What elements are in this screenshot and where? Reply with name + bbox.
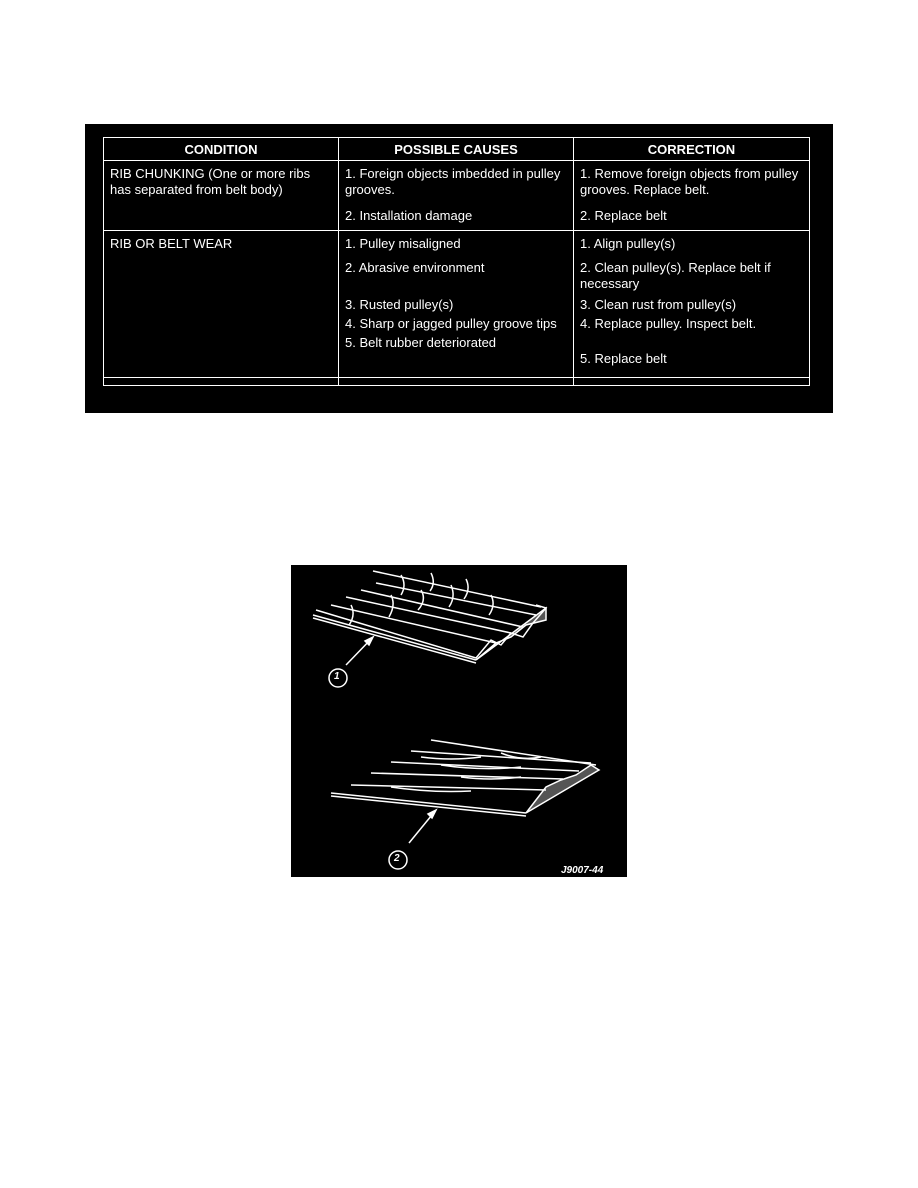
cause-item: 1. Pulley misaligned [345, 236, 461, 251]
corrections-cell [574, 161, 810, 231]
callout-1: 1 [334, 671, 340, 682]
condition-text: RIB CHUNKING (One or more ribs has separated from belt body) [110, 166, 311, 197]
table-row [104, 161, 810, 231]
table-row [104, 231, 810, 378]
correction-item: 4. Replace pulley. Inspect belt. [580, 316, 757, 331]
header-possible-causes: POSSIBLE CAUSES [339, 138, 574, 161]
callout-2: 2 [394, 853, 400, 864]
cause-item: 2. Abrasive environment [345, 260, 485, 275]
cause-item: 3. Rusted pulley(s) [345, 297, 454, 312]
condition-cell [104, 161, 339, 231]
correction-item: 2. Clean pulley(s). Replace belt if necessary [580, 260, 771, 291]
belt-rib-wear [331, 740, 599, 869]
correction-item: 3. Clean rust from pulley(s) [580, 297, 737, 312]
correction-item: 2. Replace belt [580, 208, 667, 223]
cause-item: 4. Sharp or jagged pulley groove tips [345, 316, 557, 331]
correction-item: 1. Remove foreign objects from pulley grooves. Replace belt. [580, 166, 799, 197]
causes-cell [339, 161, 574, 231]
correction-item: 1. Align pulley(s) [580, 236, 676, 251]
table-header-row [104, 138, 810, 161]
empty-cell [104, 378, 339, 386]
figure-id-label: J9007-44 [561, 865, 604, 876]
empty-cell [574, 378, 810, 386]
header-correction: CORRECTION [574, 138, 810, 161]
table-row-empty [104, 378, 810, 386]
belt-rib-chunking [313, 571, 546, 687]
condition-text: RIB OR BELT WEAR [110, 236, 233, 251]
diagnosis-table [103, 137, 810, 386]
condition-cell [104, 231, 339, 378]
cause-item: 5. Belt rubber deteriorated [345, 335, 497, 350]
belt-wear-figure [291, 565, 627, 877]
header-condition: CONDITION [104, 138, 339, 161]
belt-illustration [291, 565, 627, 877]
causes-cell [339, 231, 574, 378]
correction-item: 5. Replace belt [580, 351, 667, 366]
diagnosis-table-panel [85, 124, 833, 413]
cause-item: 1. Foreign objects imbedded in pulley grooves. [345, 166, 561, 197]
diagnosis-table-wrap [103, 137, 809, 393]
empty-cell [339, 378, 574, 386]
cause-item: 2. Installation damage [345, 208, 473, 223]
corrections-cell [574, 231, 810, 378]
